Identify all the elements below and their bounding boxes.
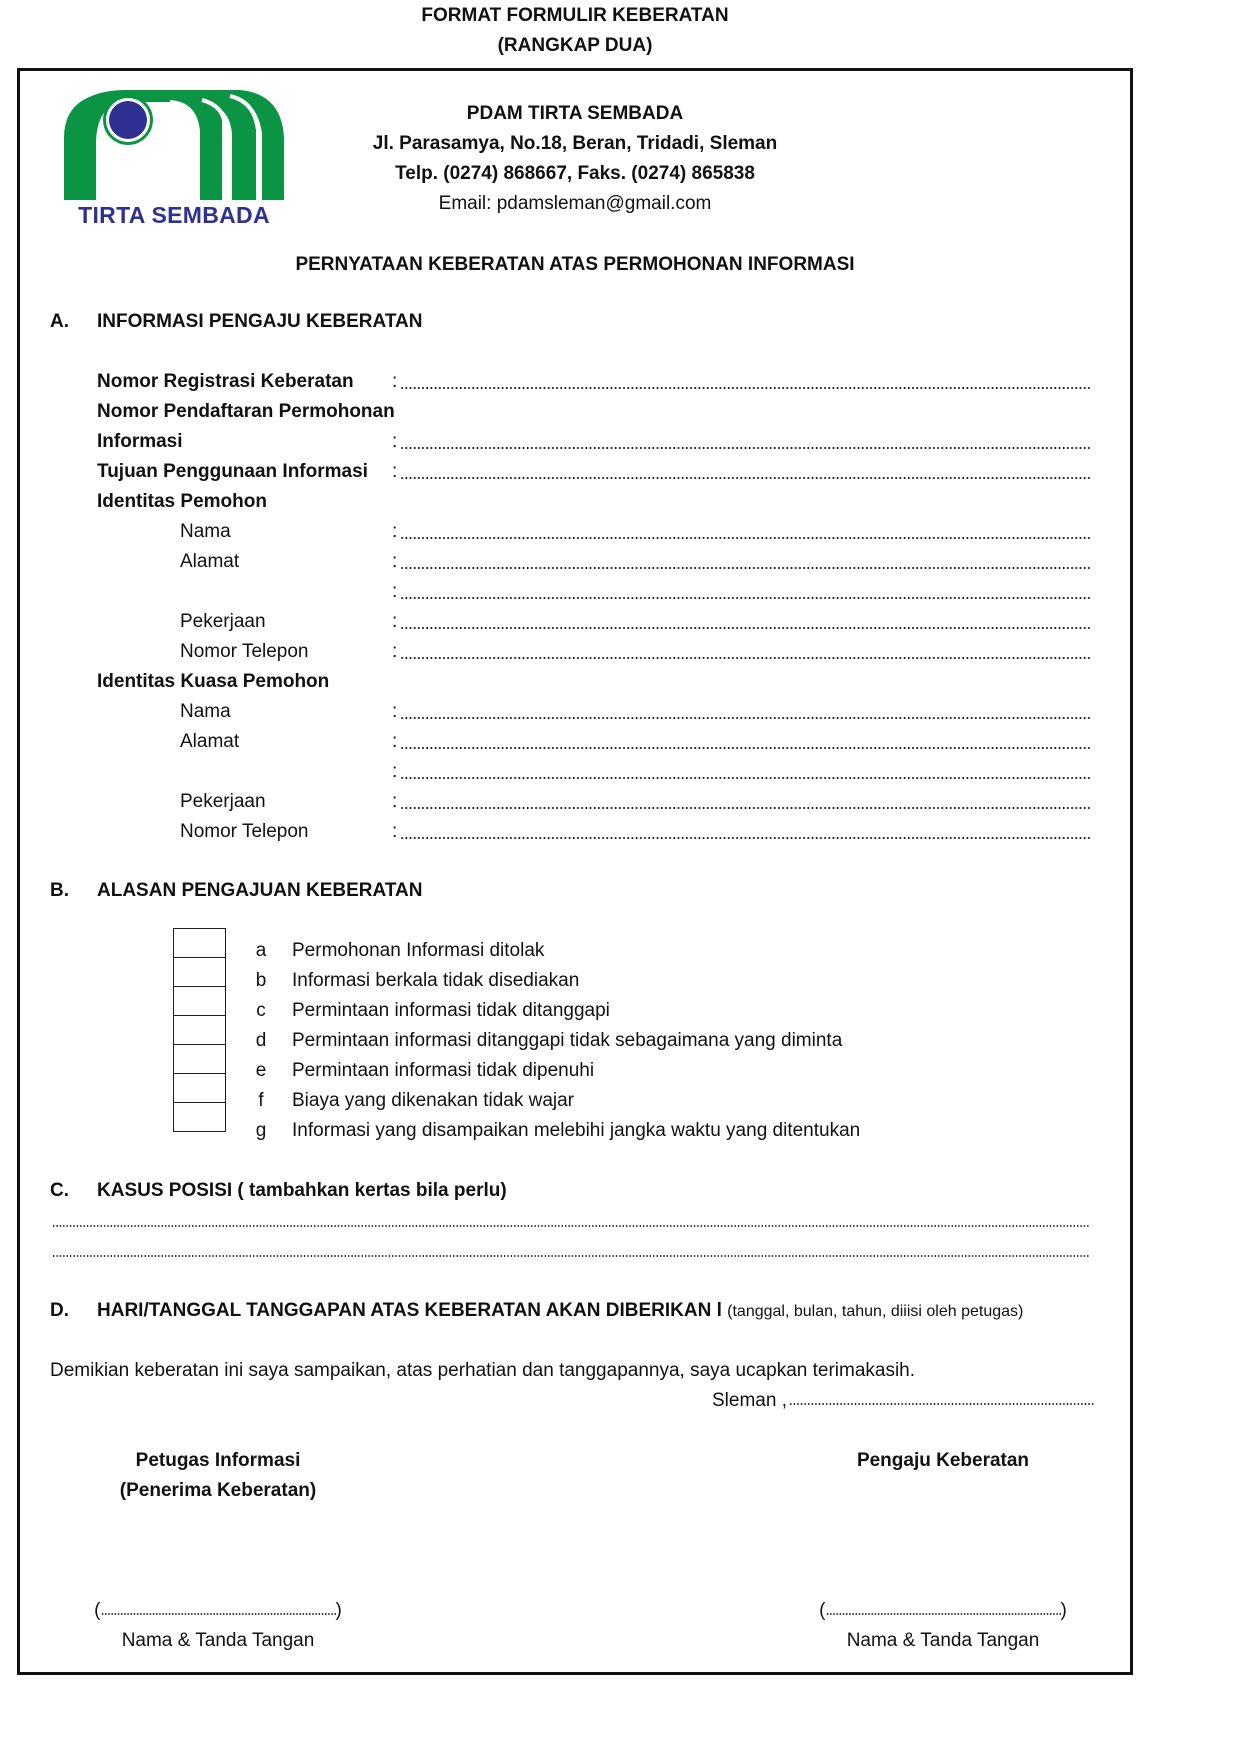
section-a-letter: A. <box>50 311 69 332</box>
place-date-line[interactable] <box>712 1390 1094 1412</box>
label-identitas-kuasa: Identitas Kuasa Pemohon <box>97 671 330 692</box>
label-identitas-pemohon: Identitas Pemohon <box>97 491 267 512</box>
place-label: Sleman , <box>712 1390 787 1411</box>
org-phone-fax: Telp. (0274) 868667, Faks. (0274) 865838 <box>395 163 755 184</box>
left-signature-caption: Nama & Tanda Tangan <box>121 1630 315 1651</box>
reason-text-d: Permintaan informasi ditanggapi tidak sebagaimana yang diminta <box>292 1030 843 1051</box>
reason-letter-c: c <box>256 1000 266 1021</box>
label-nomor-pendaftaran-line2: Informasi <box>97 431 183 452</box>
company-logo <box>62 90 286 232</box>
field-pemohon-pekerjaan[interactable]: : <box>392 611 1092 633</box>
section-c-title: KASUS POSISI ( tambahkan kertas bila perlu) <box>97 1180 507 1201</box>
label-nomor-registrasi: Nomor Registrasi Keberatan <box>97 371 354 392</box>
org-email: Email: pdamsleman@gmail.com <box>438 193 712 214</box>
label-pemohon-pekerjaan: Pekerjaan <box>180 611 266 632</box>
case-description-line-2[interactable] <box>52 1253 1090 1259</box>
org-name: PDAM TIRTA SEMBADA <box>466 103 684 124</box>
reason-text-g: Informasi yang disampaikan melebihi jangka waktu yang ditentukan <box>292 1120 861 1141</box>
field-nomor-registrasi[interactable]: : <box>392 371 1092 393</box>
logo-text: TIRTA SEMBADA <box>78 202 270 228</box>
reason-text-f: Biaya yang dikenakan tidak wajar <box>292 1090 575 1111</box>
field-pemohon-alamat-1[interactable]: : <box>392 551 1092 573</box>
field-pemohon-telepon[interactable]: : <box>392 641 1092 663</box>
right-signatory-title: Pengaju Keberatan <box>856 1450 1030 1471</box>
reason-letter-b: b <box>255 970 267 991</box>
section-c-letter: C. <box>50 1180 69 1201</box>
section-b-title: ALASAN PENGAJUAN KEBERATAN <box>97 880 423 901</box>
right-signature-caption: Nama & Tanda Tangan <box>846 1630 1040 1651</box>
label-pemohon-telepon: Nomor Telepon <box>180 641 309 662</box>
right-signature-field[interactable]: ( ) <box>819 1600 1067 1621</box>
checkbox-reason-d[interactable] <box>173 1015 226 1044</box>
label-pemohon-nama: Nama <box>180 521 231 542</box>
form-border <box>17 68 1133 1675</box>
field-kuasa-pekerjaan[interactable]: : <box>392 791 1092 813</box>
section-d-title-text: HARI/TANGGAL TANGGAPAN ATAS KEBERATAN AKAN DIBERIKAN l <box>97 1300 722 1321</box>
tirta-sembada-logo-icon <box>62 90 286 200</box>
statement-title: PERNYATAAN KEBERATAN ATAS PERMOHONAN INFORMASI <box>295 254 855 275</box>
reason-letter-e: e <box>255 1060 267 1081</box>
left-signatory-subtitle: (Penerima Keberatan) <box>119 1480 317 1501</box>
label-kuasa-nama: Nama <box>180 701 231 722</box>
field-kuasa-alamat-1[interactable]: : <box>392 731 1092 753</box>
section-d-title <box>97 1300 1023 1322</box>
reason-text-e: Permintaan informasi tidak dipenuhi <box>292 1060 595 1081</box>
label-kuasa-alamat: Alamat <box>180 731 240 752</box>
reason-letter-f: f <box>258 1090 264 1111</box>
field-tujuan-penggunaan[interactable]: : <box>392 461 1092 483</box>
reason-letter-a: a <box>255 940 267 961</box>
checkbox-reason-a[interactable] <box>173 928 226 957</box>
label-pemohon-alamat: Alamat <box>180 551 240 572</box>
reason-text-b: Informasi berkala tidak disediakan <box>292 970 580 991</box>
section-d-note: (tanggal, bulan, tahun, diiisi oleh petugas) <box>727 1303 1024 1320</box>
reason-letter-d: d <box>255 1030 267 1051</box>
field-kuasa-nama[interactable]: : <box>392 701 1092 723</box>
case-description-line-1[interactable] <box>52 1223 1090 1229</box>
section-d-letter: D. <box>50 1300 69 1321</box>
label-nomor-pendaftaran-line1: Nomor Pendaftaran Permohonan <box>97 401 395 422</box>
section-b-letter: B. <box>50 880 69 901</box>
checkbox-reason-c[interactable] <box>173 986 226 1015</box>
field-kuasa-alamat-2[interactable]: : <box>392 761 1092 783</box>
checkbox-reason-b[interactable] <box>173 957 226 986</box>
label-tujuan-penggunaan: Tujuan Penggunaan Informasi <box>97 461 368 482</box>
reason-letter-g: g <box>255 1120 267 1141</box>
checkbox-reason-g[interactable] <box>173 1102 226 1132</box>
checkbox-reason-f[interactable] <box>173 1073 226 1102</box>
closing-statement: Demikian keberatan ini saya sampaikan, atas perhatian dan tanggapannya, saya ucapkan terimakasih. <box>50 1360 916 1381</box>
document-subtitle: (RANGKAP DUA) <box>497 35 653 56</box>
date-field-dots <box>789 1402 1094 1406</box>
reason-checkbox-column <box>173 928 226 1132</box>
reason-text-a: Permohonan Informasi ditolak <box>292 940 545 961</box>
left-signature-field[interactable]: ( ) <box>94 1600 342 1621</box>
field-pemohon-alamat-2[interactable]: : <box>392 581 1092 603</box>
section-a-title: INFORMASI PENGAJU KEBERATAN <box>97 311 423 332</box>
field-kuasa-telepon[interactable]: : <box>392 821 1092 843</box>
org-address: Jl. Parasamya, No.18, Beran, Tridadi, Sleman <box>372 133 778 154</box>
document-title: FORMAT FORMULIR KEBERATAN <box>421 5 729 26</box>
field-pemohon-nama[interactable]: : <box>392 521 1092 543</box>
left-signatory-title: Petugas Informasi <box>135 1450 301 1471</box>
reason-text-c: Permintaan informasi tidak ditanggapi <box>292 1000 610 1021</box>
checkbox-reason-e[interactable] <box>173 1044 226 1073</box>
field-nomor-pendaftaran[interactable]: : <box>392 431 1092 453</box>
label-kuasa-pekerjaan: Pekerjaan <box>180 791 266 812</box>
label-kuasa-telepon: Nomor Telepon <box>180 821 309 842</box>
